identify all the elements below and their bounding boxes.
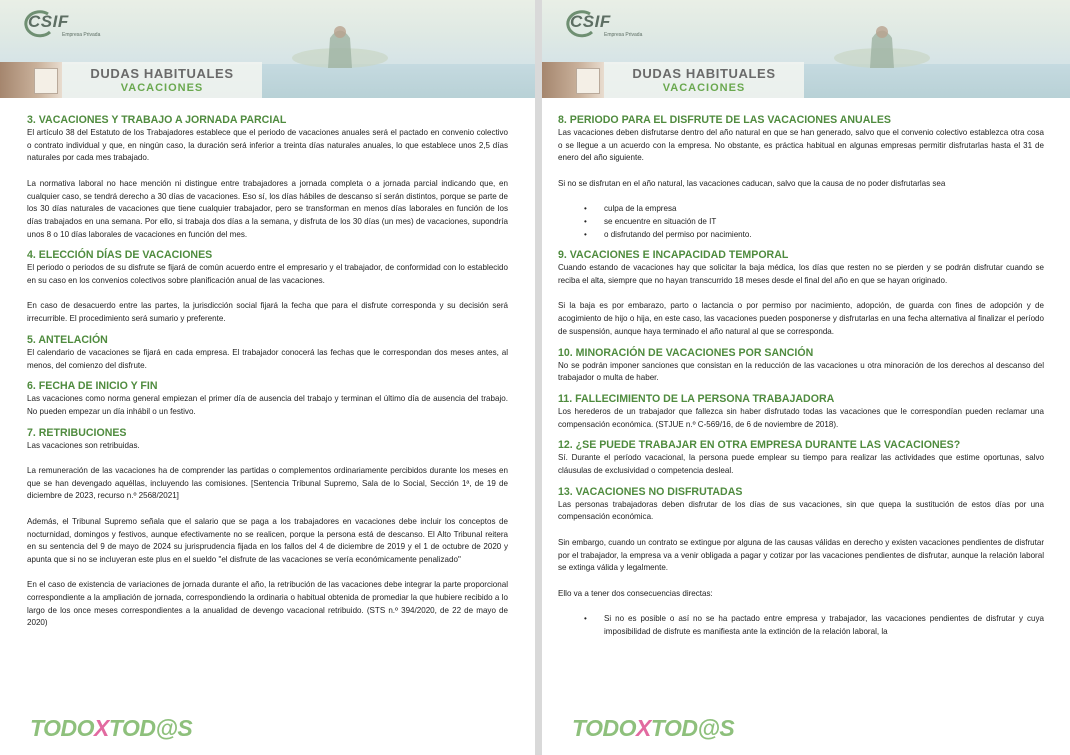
paragraph: En el caso de existencia de variaciones de jornada durante el año, la retribución de las vacaciones debe integrar la parte proporcional correspondiente a la ampliación de jornada, correspondiendo la ordinaria o habitual obtenida de promediar la que hubiere recibido a lo largo de los once meses correspondientes a la anualidad de devengo vacacional retribuido. (STS n.º 394/2020, de 22 de mayo de 2020) xyxy=(27,580,508,628)
section-heading: 11. FALLECIMIENTO DE LA PERSONA TRABAJADORA xyxy=(558,392,835,405)
calendar-image xyxy=(542,62,604,98)
section-heading: 8. PERIODO PARA EL DISFRUTE DE LAS VACACIONES ANUALES xyxy=(558,114,891,126)
section-7 xyxy=(27,426,508,631)
section-heading: 3. VACACIONES Y TRABAJO A JORNADA PARCIAL xyxy=(27,114,287,126)
right-content xyxy=(558,113,1044,638)
paragraph: La remuneración de las vacaciones ha de comprender las partidas o complementos ordinariamente percibidos durante los meses en que se han devengado aquéllas, incluyendo las comisiones. [Sentencia Tribunal Supremo, Sala de lo Social, Sección 1ª, de 19 de diciembre de 2023, recurso n.º 2568/2021] xyxy=(27,466,508,501)
list-item: • Si no es posible o así no se ha pactado entre empresa y trabajador, las vacaciones pendientes de disfrutar y cuya imposibilidad de disfrute es manifiesta ante la extinción de la relación laboral, la xyxy=(584,614,1044,636)
paragraph: Sin embargo, cuando un contrato se extingue por alguna de las causas válidas en derecho y existen vacaciones pendientes de disfrutar por el trabajador, la empresa va a venir obligada a pagar y cotizar por las vacaciones pendientes de disfrutar, aunque la relación laboral se extinga válida y legalmente. xyxy=(558,537,1044,573)
paragraph: El calendario de vacaciones se fijará en cada empresa. El trabajador conocerá las fechas que le correspondan dos meses antes, al menos, del comienzo del disfrute. xyxy=(27,347,508,370)
paragraph: El artículo 38 del Estatuto de los Trabajadores establece que el periodo de vacaciones anuales será el pactado en convenio colectivo o contrato individual y que, en ningún caso, la duración será inferior a treinta días naturales anuales, lo que establece unos 2,5 días naturales por cada mes trabajado. xyxy=(27,128,508,163)
bullet-icon: • xyxy=(584,204,587,214)
header-subtitle: VACACIONES xyxy=(662,82,746,94)
list-item: • culpa de la empresa xyxy=(558,203,1044,216)
section-heading: 4. ELECCIÓN DÍAS DE VACACIONES xyxy=(27,249,213,262)
footer-x: X xyxy=(94,715,109,741)
section-5 xyxy=(27,333,508,372)
section-heading: 13. VACACIONES NO DISFRUTADAS xyxy=(558,485,743,498)
header-banner xyxy=(542,0,1070,98)
paragraph: Si no se disfrutan en el año natural, las vacaciones caducan, salvo que la causa de no poder disfrutarlas sea xyxy=(558,178,946,188)
paragraph: Ello va a tener dos consecuencias directas: xyxy=(558,588,713,598)
header-title-box xyxy=(62,62,262,98)
footer-text-left: TODO xyxy=(572,715,637,741)
section-6 xyxy=(27,379,508,418)
logo-subtitle: Empresa Privada xyxy=(62,32,101,38)
csif-logo xyxy=(18,10,101,38)
header-title-box xyxy=(604,62,804,98)
paragraph: Cuando estando de vacaciones hay que solicitar la baja médica, los días que resten no se pierden y se podrán disfrutar cuando se reciba el alta, siempre que no hayan transcurrido 18 meses desde el final del año en que se hayan originado. xyxy=(558,263,1044,285)
csif-logo xyxy=(560,10,643,38)
section-10 xyxy=(558,346,1044,385)
bullet-icon: • xyxy=(584,614,587,623)
section-9 xyxy=(558,248,1044,338)
section-heading: 6. FECHA DE INICIO Y FIN xyxy=(27,380,158,393)
beach-figure-image xyxy=(280,18,400,88)
bullet-list xyxy=(558,613,1044,638)
paragraph: Además, el Tribunal Supremo señala que el salario que se paga a los trabajadores en vacaciones debe incluir los conceptos de nocturnidad, domingos y festivos, aunque efectivamente no se realicen, porque la persona está de descanso. El Alto Tribunal reitera en su sentencia del 9 de mayo de 2024 su jurisprudencia fijada en los fallos del 4 de diciembre de 2019 y el 1 de octubre de 2020 y apunta que si no se incluyeran este plus en el sueldo "el disfrute de las vacaciones se vería económicamente penalizado" xyxy=(27,516,508,564)
logo-text: CSIF xyxy=(570,12,611,31)
footer-x: X xyxy=(636,715,651,741)
header-title: DUDAS HABITUALES xyxy=(90,66,234,81)
footer-text-left: TODO xyxy=(30,715,95,741)
section-13 xyxy=(558,485,1044,639)
section-11 xyxy=(558,392,1044,431)
paragraph: Los herederos de un trabajador que fallezca sin haber disfrutado todas las vacaciones que le correspondían pueden reclamar una compensación económica. (STJUE n.º C-569/16, de 6 de noviembre de 2018). xyxy=(558,406,1044,429)
section-heading: 12. ¿SE PUEDE TRABAJAR EN OTRA EMPRESA DURANTE LAS VACACIONES? xyxy=(558,439,961,452)
footer-logo xyxy=(30,715,250,745)
header-subtitle: VACACIONES xyxy=(120,82,204,94)
list-item: • se encuentre en situación de IT xyxy=(558,216,1044,229)
header-banner xyxy=(0,0,535,98)
header-title: DUDAS HABITUALES xyxy=(632,66,776,81)
section-12 xyxy=(558,438,1044,477)
paragraph: La normativa laboral no hace mención ni distingue entre trabajadores a jornada completa o a jornada parcial indicando que, en cualquier caso, se tendrá derecho a 30 días de vacaciones. Eso sí, los días hábiles de descanso sí serán distintos, porque se parte de los 30 días naturales de vacaciones que tiene cualquier trabajador, pero se transforman en menos días laborales en función de los días trabajados en una semana. Por ello, si trabaja dos días a la semana, y disfruta de los 30 días (un mes) de vacaciones, supondría unos 8 o 10 días laborales de vacaciones en función del mes. xyxy=(27,178,508,239)
bullet-list xyxy=(558,203,1044,241)
section-3 xyxy=(27,113,508,241)
section-heading: 7. RETRIBUCIONES xyxy=(27,426,127,439)
paragraph: Si la baja es por embarazo, parto o lactancia o por permiso por nacimiento, adopción, de guarda con fines de adopción y de acogimiento de hijo o hija, en este caso, las vacaciones pueden posponerse y disfrutarlas en una fecha alternativa al finalizar el período de suspensión, aunque haya terminado el año natural al que se corresponda. xyxy=(558,301,1044,336)
section-heading: 5. ANTELACIÓN xyxy=(27,333,108,346)
footer-text-right: TOD@S xyxy=(650,715,735,741)
paragraph: Sí. Durante el período vacacional, la persona puede emplear su tiempo para realizar las actividades que estime oportunas, salvo cláusulas de exclusividad o competencia desleal. xyxy=(558,453,1044,476)
paragraph: Las vacaciones como norma general empiezan el primer día de ausencia del trabajo y terminan el último día de ausencia del trabajo. No pueden empezar un día inhábil o un festivo. xyxy=(27,394,508,416)
section-4 xyxy=(27,248,508,326)
section-heading: 9. VACACIONES E INCAPACIDAD TEMPORAL xyxy=(558,249,789,262)
logo-text: CSIF xyxy=(28,12,69,31)
paragraph: Las vacaciones son retribuidas. xyxy=(27,440,140,450)
list-item: • o disfrutando del permiso por nacimiento. xyxy=(558,229,1044,242)
bullet-icon: • xyxy=(584,216,587,226)
bullet-icon: • xyxy=(584,229,587,239)
paragraph: El periodo o periodos de su disfrute se fijará de común acuerdo entre el empresario y el trabajador, de conformidad con lo establecido en su caso en los convenios colectivos sobre planificación anual de las vacaciones. xyxy=(27,263,508,286)
paragraph: No se podrán imponer sanciones que consistan en la reducción de las vacaciones u otra minoración de los derechos al descanso del trabajador o multa de haber. xyxy=(558,360,1044,383)
calendar-image xyxy=(0,62,62,98)
section-8 xyxy=(558,113,1044,241)
footer-logo xyxy=(572,715,792,745)
logo-subtitle: Empresa Privada xyxy=(604,32,643,38)
paragraph: Las personas trabajadoras deben disfrutar de los días de sus vacaciones, sin que quepa la sustitución de estos días por una compensación económica. xyxy=(558,499,1044,522)
section-heading: 10. MINORACIÓN DE VACACIONES POR SANCIÓN xyxy=(558,346,814,359)
left-content xyxy=(27,113,508,630)
footer-text-right: TOD@S xyxy=(108,715,193,741)
paragraph: En caso de desacuerdo entre las partes, la jurisdicción social fijará la fecha que para el disfrute corresponda y su decisión será irrecurrible. El procedimiento será sumario y preferente. xyxy=(27,301,508,324)
paragraph: Las vacaciones deben disfrutarse dentro del año natural en que se han generado, salvo que el convenio colectivo establezca otra cosa o se llegue a un acuerdo con la empresa. No obstante, es práctica habitual en algunas empresas permitir disfrutarlas hasta el 31 de enero del año siguiente. xyxy=(558,128,1044,163)
beach-figure-image xyxy=(822,18,942,88)
page-right xyxy=(542,0,1070,755)
